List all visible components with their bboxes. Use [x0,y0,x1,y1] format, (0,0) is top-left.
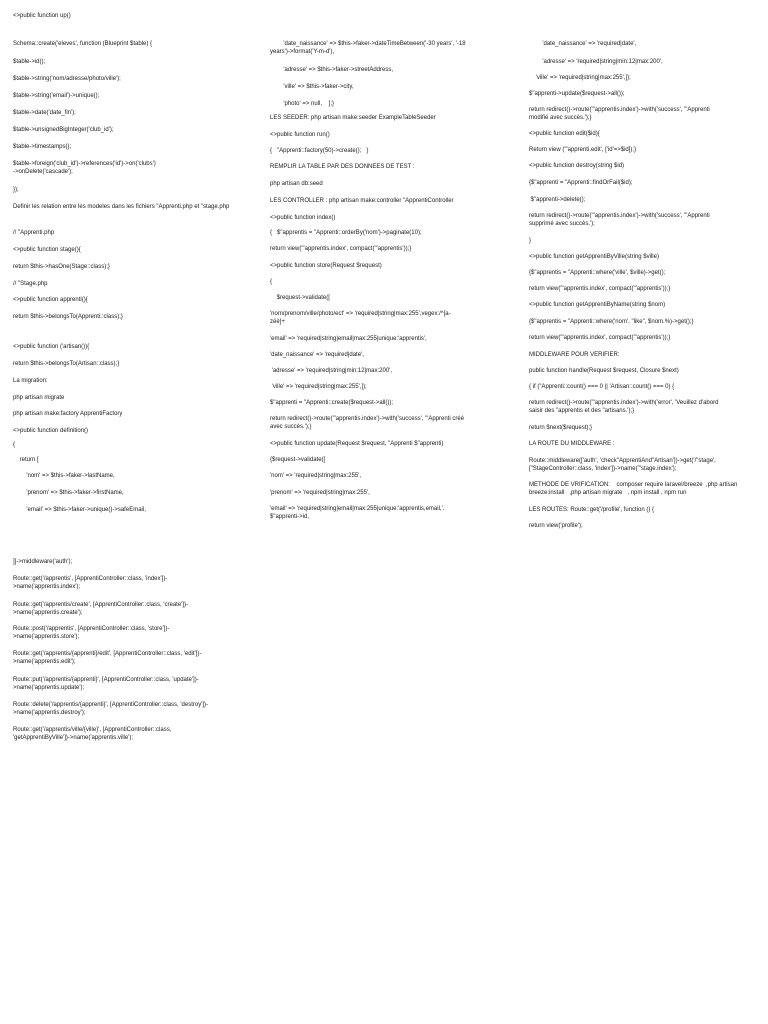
code-line: Route::get('/apprentis/ville/{ville}', [ApprentiController::class, 'getApprentiByVille'])->name('apprentis.ville'); [13,727,172,741]
code-line: php artisan db:seed [270,181,323,187]
code-line: 'adresse' => $this->faker->streetAddress, [270,67,394,73]
code-line: return [ [13,457,39,463]
code-line: return $this->belongsTo(Apprenti::class);} [13,314,123,320]
code-line: 'adresse' => 'required|string|min:12|max:200', [270,368,392,374]
code-line: <>public function getApprentiByName(string $nom) [529,302,666,308]
code-line: }); [13,187,19,193]
code-line: Route::get('/apprentis/create', [ApprentiController::class, 'create'])- >name('apprentis.create'); [13,602,188,616]
code-line: 'adresse' => 'required|string|min:12|max:200', [529,59,663,65]
code-line: return $this->hasOne(Stage::class);} [13,264,110,270]
code-line: {$"apprenti = "Apprenti::findOrFail($id); [529,180,633,186]
code-line: return $next($request);} [529,425,593,431]
code-line: $table->date('date_fin'); [13,110,76,116]
code-line: $table->string('nom/adresse/photo/ville'); [13,76,121,82]
code-line: 'date_naissance' => 'required|date', [529,41,637,47]
code-line: return $this->belongsTo(Artisan::class);} [13,361,120,367]
code-line: 'nom/prenom/ville/photo/ect' => 'required|string|max:255',vegex:/^[a- zéè]+ [270,311,451,325]
code-line: REMPLIR LA TABLE PAR DES DONNEES DE TEST : [270,164,415,170]
code-line: $request->validate([ [270,295,330,301]
code-line: {$"apprentis = "Apprenti::where('nom', "like", $nom.%)->get();} [529,319,694,325]
code-line: <>public function edit($id){ [529,131,600,137]
code-line: <>public function run() [270,132,330,138]
code-line: return redirect()->route("'apprentis.index')->with('success', '"Apprenti supprimé avec succès.'); [529,213,710,227]
code-line: <>public function apprenti(){ [13,297,88,303]
code-line: $"apprenti->update($request->all()); [529,91,625,97]
code-line: 'nom' => 'required|string|max:255', [270,473,362,479]
code-line: Route::post('/apprentis', [ApprentiController::class, 'store'])- >name('apprentis.store'); [13,626,170,640]
code-line: 'ville' => 'required|string|max:255',]); [270,384,367,390]
code-line: 'prenom' => 'required|string|max:255', [270,490,370,496]
code-line: // "Stage.php [13,281,48,287]
code-line: <>public function store(Request $request) [270,263,382,269]
code-line: Route::get('/apprentis/{apprenti}/edit', [ApprentiController::class, 'edit'])- >name('apprentis.edit'); [13,651,202,665]
code-line: <>public function getApprentiByVille(string $ville) [529,254,659,260]
code-line: 'date_naissance' => 'required|date', [270,352,364,358]
code-line: return redirect()->route("'apprentis.index')->with('error', 'Veuillez d'abord saisir des "apprentis et des "artisans.');} [529,400,719,414]
code-line: return redirect()->route("'apprentis.index')->with('success', '"Apprenti modifié avec succès.');} [529,107,710,121]
code-line: $table->foreign('club_id')->references('id')->on('clubs') ->onDelete('cascade'); [13,161,156,175]
code-line: } [529,238,532,244]
code-line: Route::middleware(['auth', 'check"ApprentiAnd"Artisan'])->get('/"stage', ["StageController::class, 'index'])->name("'stage.index'); [529,458,716,472]
code-line: <>public function ('artisan()){ [13,344,90,350]
code-line: { if ("Apprenti::count() === 0 || 'Artisan::count() === 0) { [529,384,675,390]
code-line: Return view ("'apprenti.edit', ['id'=>$id]);} [529,147,637,153]
code-line: LES SEEDER: php artisan make:seeder ExampleTableSeeder [270,115,436,121]
code-line: { [270,279,273,285]
code-line: 'ville' => $this->faker->city, [270,84,354,90]
code-line: 'email' => 'required|string|email|max:255|unique:'apprentis', [270,336,427,342]
code-line: ]]->middleware('auth'); [13,559,73,565]
code-line: 'photo' => null, ];} [270,101,335,107]
code-line: return view("'apprentis.index', compact("'apprentis'));} [270,246,412,252]
code-line: $table->id(); [13,59,46,65]
code-line: LES ROUTES: Route::get('/profile', function () { [529,507,655,513]
code-line: Route::delete('/apprentis/{apprenti}', [ApprentiController::class, 'destroy'])- >name('apprentis.destroy'); [13,702,209,716]
code-line: <>public function index() [270,215,336,221]
code-line: {$"apprentis = "Apprenti::where('ville', $ville)->get(); [529,270,666,276]
code-line: { "Apprenti::factory(50)->create(); } [270,148,369,154]
code-line: Schema::create('eleves', function (Blueprint $table) { [13,41,153,47]
code-line: return view("'apprentis.index', compact("'apprentis'));} [529,335,671,341]
code-line: {$request->validate([ [270,457,326,463]
code-line: { [13,442,16,448]
code-line: php artisan make:factory ApprentiFactory [13,411,123,417]
code-line: return view("'apprentis.index', compact("'apprentis'));} [529,286,671,292]
code-line: php artisan migrate [13,395,65,401]
code-line: MIDDLEWARE POUR VERIFIER: [529,352,620,358]
code-line: <>public function destroy(string $id) [529,163,625,169]
code-line: public function handle(Request $request, Closure $next) [529,368,679,374]
code-line: 'prenom' => $this->faker->firstName, [13,490,124,496]
code-line: $table->string('email')->unique(); [13,93,100,99]
code-line: Definir les relation entre les modeles dans les fichiers "Apprenti.php et "stage.php [13,204,230,210]
code-line: $table->unsignedBigInteger('club_id'); [13,127,114,133]
code-line: $table->timestamps(); [13,144,72,150]
code-line: return view('profile'); [529,523,583,529]
code-line: La migration: [13,378,48,384]
code-line: Route::put('/apprentis/{apprenti}', [ApprentiController::class, 'update'])- >name('apprentis.update'); [13,677,199,691]
code-line: LES CONTROLLER : php artisan make:controller "ApprentiController [270,198,454,204]
code-line: Route::get('/apprentis', [ApprentiController::class, 'index'])- >name('apprentis.index'); [13,576,168,590]
code-line: 'nom' => $this->faker->lastName, [13,473,115,479]
code-line: 'date_naissance' => $this->faker->dateTimeBetween('-30 years', '-18 years')->format('Y-m-d'), [270,41,466,55]
code-line: <>public function definition() [13,428,89,434]
code-line: METHODE DE VRIFICATION: composer require laravel/breeze ,php artisan breeze:install ,php artisan migrate , npm install , npm run [529,482,738,496]
code-line: <>public function update(Request $request, "Apprenti $"apprenti) [270,441,444,447]
code-line: // "Apprenti.php [13,230,55,236]
code-line: <>public function stage(){ [13,247,81,253]
code-line: { $"apprentis = "Apprenti::orderBy('nom')->paginate(10); [270,230,422,236]
code-line: $"apprenti = "Apprenti::create($request->all()); [270,400,393,406]
code-line: 'ville' => 'required|string|max:255',]); [529,75,631,81]
code-line: 'email' => 'required|string|email|max:255|unique:'apprentis,email,'. $"apprenti->id, [270,506,445,520]
code-line: <>public function up() [13,13,71,19]
code-line: return redirect()->route("'apprentis.index')->with('success', '"Apprenti créé avec succès.');} [270,416,465,430]
code-line: 'email' => $this->faker->unique()->safeEmail, [13,507,146,513]
code-line: $"apprenti->delete(); [529,197,586,203]
code-line: LA ROUTE DU MIDDLEWARE : [529,441,615,447]
